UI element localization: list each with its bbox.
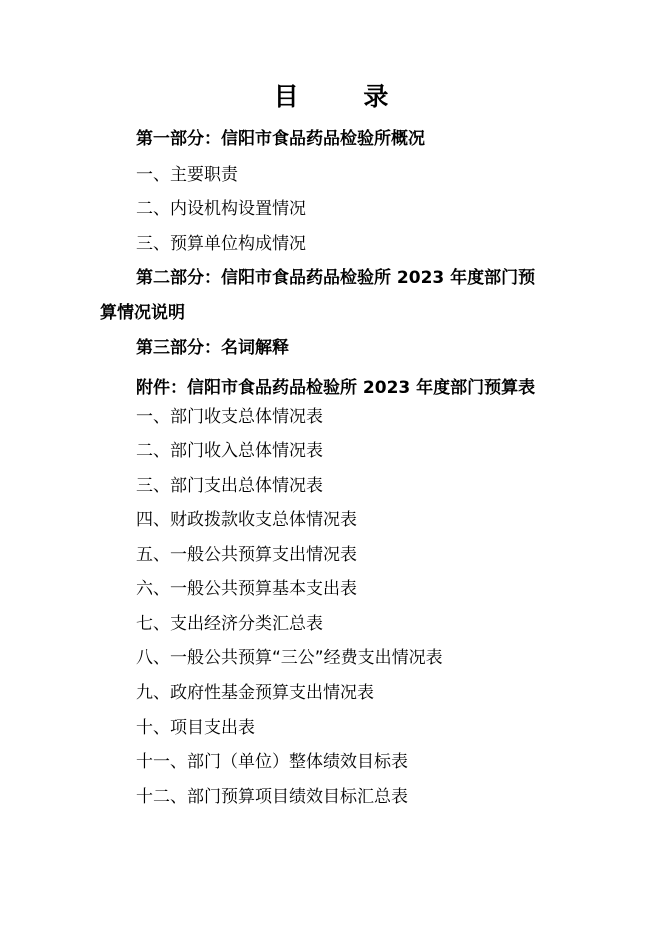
page-title: 目 录 [273, 82, 417, 111]
toc-item: 六、一般公共预算基本支出表 [136, 579, 357, 599]
toc-item: 二、部门收入总体情况表 [136, 441, 323, 461]
part3-heading: 第三部分：名词解释 [136, 338, 289, 358]
toc-item: 四、财政拨款收支总体情况表 [136, 510, 357, 530]
toc-item: 十一、部门（单位）整体绩效目标表 [136, 752, 408, 772]
part1-heading: 第一部分：信阳市食品药品检验所概况 [136, 129, 425, 149]
toc-item: 二、内设机构设置情况 [136, 199, 306, 219]
part2-heading-line1: 第二部分：信阳市食品药品检验所 2023 年度部门预 [136, 268, 536, 288]
appendix-heading: 附件：信阳市食品药品检验所 2023 年度部门预算表 [136, 378, 536, 398]
toc-item: 九、政府性基金预算支出情况表 [136, 683, 374, 703]
toc-item: 三、部门支出总体情况表 [136, 476, 323, 496]
toc-item: 一、部门收支总体情况表 [136, 407, 323, 427]
toc-item: 八、一般公共预算“三公”经费支出情况表 [136, 648, 443, 668]
toc-item: 一、主要职责 [136, 165, 238, 185]
toc-item: 十、项目支出表 [136, 718, 255, 738]
toc-item: 七、支出经济分类汇总表 [136, 614, 323, 634]
toc-item: 五、一般公共预算支出情况表 [136, 545, 357, 565]
toc-item: 十二、部门预算项目绩效目标汇总表 [136, 787, 408, 807]
toc-item: 三、预算单位构成情况 [136, 234, 306, 254]
part2-heading-line2: 算情况说明 [100, 303, 185, 323]
